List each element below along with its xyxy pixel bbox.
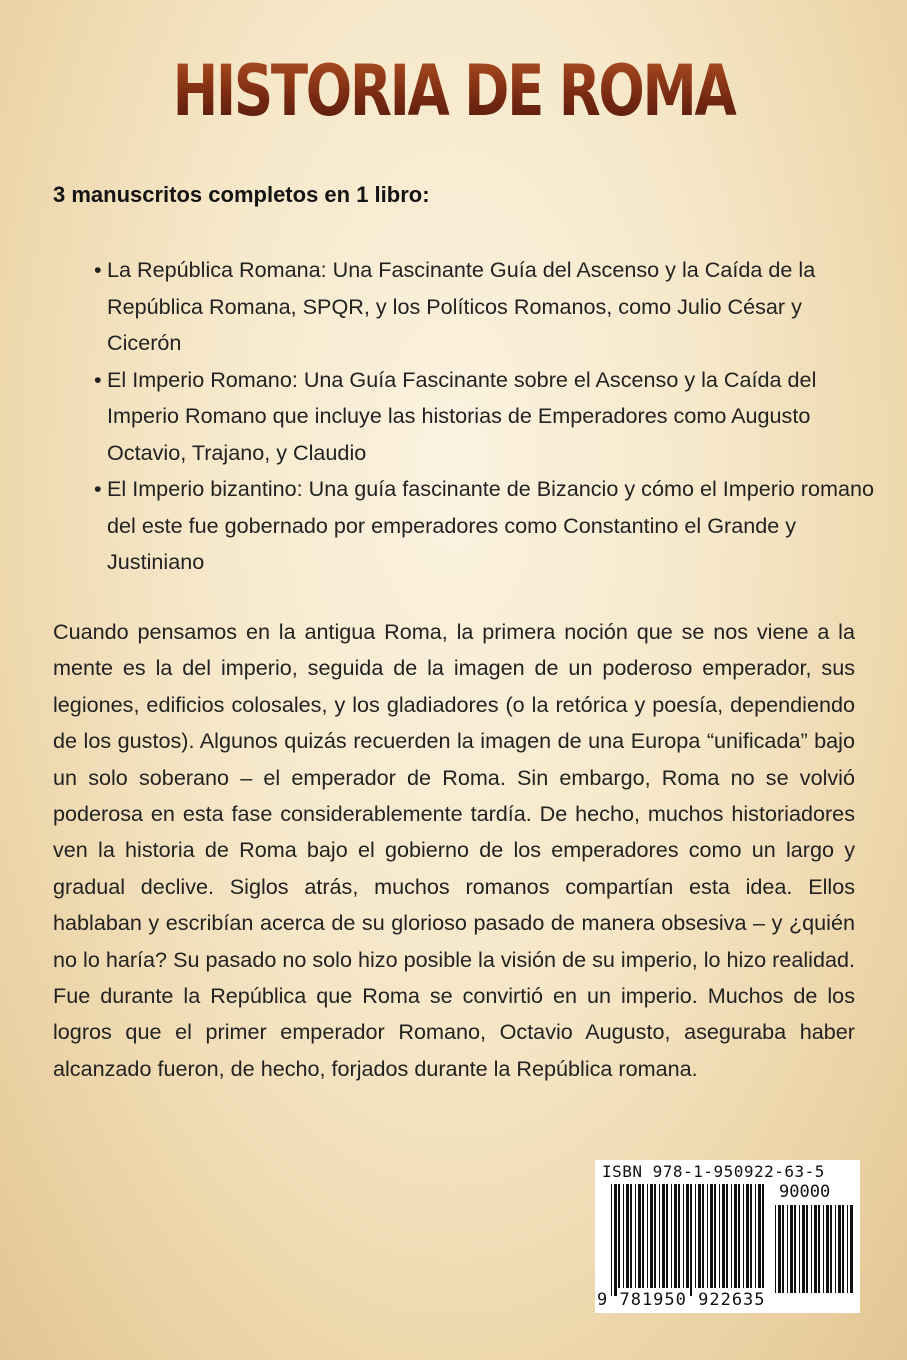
barcode-bar bbox=[710, 1184, 713, 1288]
subtitle: 3 manuscritos completos en 1 libro: bbox=[53, 182, 430, 207]
barcode-bar bbox=[698, 1184, 701, 1288]
barcode-bar bbox=[731, 1184, 732, 1288]
barcode-bar bbox=[790, 1205, 793, 1293]
barcode-bar bbox=[650, 1184, 653, 1288]
barcode-bar bbox=[787, 1205, 788, 1293]
barcode-box bbox=[595, 1160, 860, 1313]
price-barcode-icon bbox=[775, 1205, 853, 1295]
barcode-bar bbox=[707, 1184, 708, 1288]
barcode-bar bbox=[850, 1205, 853, 1293]
barcode-bar bbox=[799, 1205, 800, 1293]
book-item bbox=[92, 252, 882, 362]
barcode-bar bbox=[738, 1184, 740, 1288]
barcode-bar bbox=[802, 1205, 805, 1293]
barcode-bar bbox=[842, 1205, 844, 1293]
barcode-bar bbox=[726, 1184, 728, 1288]
description: Cuando pensamos en la antigua Roma, la primera noción que se nos viene a la mente es la del imperio, seguida de la imagen de un poderoso emperador, sus legiones, edificios colosales, y los gladiadores (o la retórica y poesía, dependiendo de los gustos). Algunos quizás recuerden la imagen de una Europa “unificada” bajo un solo soberano – el emperador de Roma. Sin embargo, Roma no se volvió poderosa en esta fase considerablemente tardía. De hecho, muchos historiadores ven la historia de Roma bajo el gobierno de los emperadores como un largo y gradual declive. Siglos atrás, muchos romanos compartían esta idea. Ellos hablaban y escribían acerca de su glorioso pasado de manera obsesiva – y ¿quién no lo haría? Su pasado no solo hizo posible la visión de su imperio, lo hizo realidad. Fue durante la República que Roma se convirtió en un imperio. Muchos de los logros que el primer emperador Romano, Octavio Augusto, aseguraba haber alcanzado fueron, de hecho, forjados durante la República romana. bbox=[53, 619, 855, 1081]
barcode-bar bbox=[683, 1184, 684, 1288]
barcode-bar bbox=[743, 1184, 744, 1288]
barcode-bar bbox=[659, 1184, 660, 1288]
barcode-bar bbox=[722, 1184, 725, 1288]
barcode-bar bbox=[818, 1205, 820, 1293]
ean-barcode-icon bbox=[611, 1184, 769, 1296]
barcode-bar bbox=[847, 1205, 848, 1293]
barcode-bar bbox=[823, 1205, 824, 1293]
barcode-bar bbox=[638, 1184, 641, 1288]
barcode-bar bbox=[642, 1184, 644, 1288]
barcode-bar bbox=[690, 1184, 692, 1296]
book-item bbox=[92, 362, 882, 472]
book-item-text: El Imperio Romano: Una Guía Fascinante sobre el Ascenso y la Caída del Imperio Romano que incluye las historias de Emperadores como Augusto Octavio, Trajano, y Claudio bbox=[107, 366, 817, 465]
ean-digits: 9 781950 922635 bbox=[597, 1290, 766, 1310]
barcode-bar bbox=[674, 1184, 677, 1288]
barcode-bar bbox=[838, 1205, 841, 1293]
barcode-bar bbox=[782, 1205, 784, 1293]
barcode-bar bbox=[750, 1184, 752, 1288]
barcode-bar bbox=[778, 1205, 781, 1293]
book-item-text: El Imperio bizantino: Una guía fascinante de Bizancio y cómo el Imperio romano del este fue gobernado por emperadores como Constantino el Grande y Justiniano bbox=[107, 476, 874, 574]
barcode-bar bbox=[746, 1184, 749, 1288]
book-list bbox=[92, 252, 882, 581]
barcode-bar bbox=[647, 1184, 648, 1288]
barcode-bar bbox=[626, 1184, 629, 1288]
barcode-bar bbox=[714, 1184, 716, 1288]
barcode-bar bbox=[762, 1184, 764, 1288]
barcode-bar bbox=[814, 1205, 817, 1293]
barcode-bar bbox=[719, 1184, 720, 1288]
barcode-bar bbox=[826, 1205, 829, 1293]
barcode-bar bbox=[662, 1184, 665, 1288]
barcode-bar bbox=[794, 1205, 796, 1293]
book-item-text: La República Romana: Una Fascinante Guía del Ascenso y la Caída de la República Romana, SPQR, y los Políticos Romanos, como Julio César y Cicerón bbox=[107, 257, 816, 355]
barcode-bar bbox=[666, 1184, 668, 1288]
barcode-bar bbox=[695, 1184, 696, 1288]
barcode-bar bbox=[654, 1184, 656, 1288]
barcode-bar bbox=[623, 1184, 624, 1288]
price-code: 90000 bbox=[779, 1182, 831, 1202]
barcode-bar bbox=[811, 1205, 812, 1293]
barcode-bar bbox=[758, 1184, 761, 1288]
bullet-icon: • bbox=[94, 257, 102, 282]
barcode-bar bbox=[734, 1184, 737, 1288]
barcode-bar bbox=[678, 1184, 680, 1288]
isbn-text: ISBN 978-1-950922-63-5 bbox=[602, 1162, 825, 1181]
barcode-bar bbox=[630, 1184, 632, 1288]
barcode-bar bbox=[755, 1184, 756, 1288]
bullet-icon: • bbox=[94, 476, 102, 501]
barcode-bar bbox=[775, 1205, 776, 1293]
barcode-bar bbox=[618, 1184, 620, 1288]
barcode-bar bbox=[611, 1184, 612, 1296]
barcode-bar bbox=[635, 1184, 636, 1288]
barcode-bar bbox=[702, 1184, 704, 1288]
barcode-bar bbox=[686, 1184, 689, 1288]
book-item bbox=[92, 471, 882, 581]
barcode-bar bbox=[835, 1205, 836, 1293]
bullet-icon: • bbox=[94, 366, 102, 392]
barcode-bar bbox=[671, 1184, 672, 1288]
barcode-bar bbox=[830, 1205, 832, 1293]
barcode-bar bbox=[806, 1205, 808, 1293]
book-title: HISTORIA DE ROMA bbox=[100, 50, 807, 132]
barcode-bar bbox=[614, 1184, 617, 1296]
